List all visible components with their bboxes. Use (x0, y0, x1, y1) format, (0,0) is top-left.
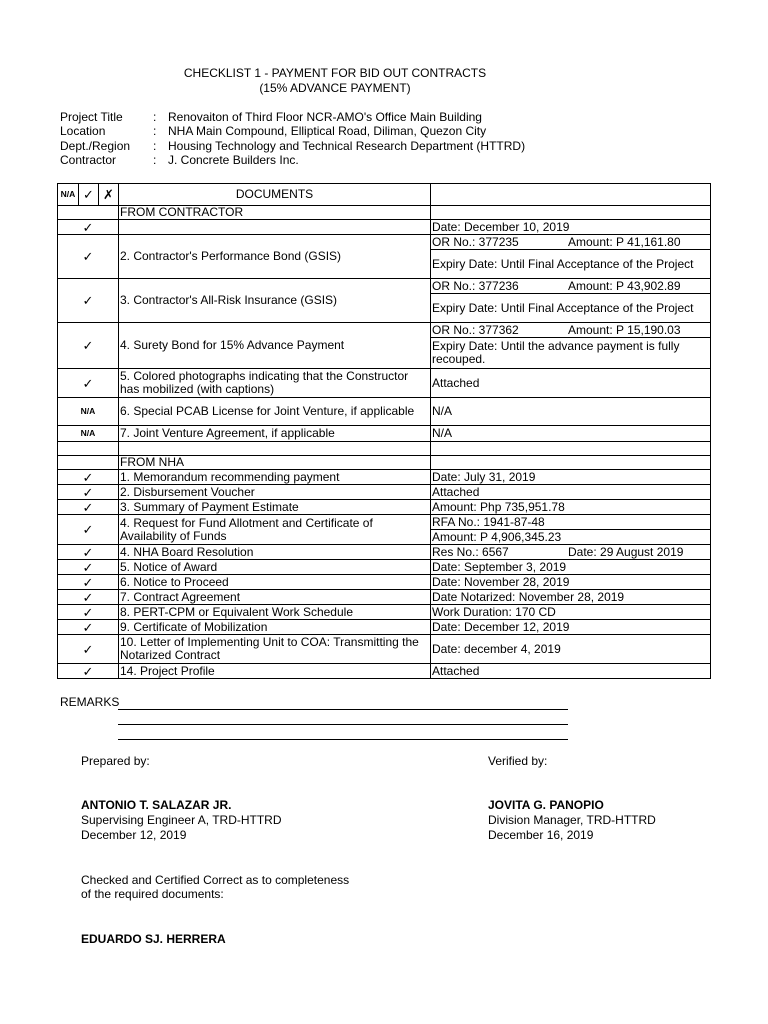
table-row (58, 605, 711, 620)
check-mark: ✓ (58, 235, 119, 279)
page-subtitle: (15% ADVANCE PAYMENT) (259, 81, 411, 95)
document-cell: 5. Colored photographs indicating that the Constructor has mobilized (with captions) (119, 369, 431, 398)
check-mark: ✓ (58, 635, 119, 664)
document-cell: 3. Contractor's All-Risk Insurance (GSIS) (119, 279, 431, 323)
table-row (58, 545, 711, 560)
table-row (58, 470, 711, 485)
verified-name: JOVITA G. PANOPIO (488, 798, 604, 812)
check-mark: ✓ (58, 470, 119, 485)
page-title: CHECKLIST 1 - PAYMENT FOR BID OUT CONTRACTS (183, 66, 487, 80)
remarks-line-3 (118, 739, 568, 740)
remark-cell: N/A (431, 398, 711, 426)
document-cell: 5. Notice of Award (119, 560, 431, 575)
remark-cell: Date: September 3, 2019 (431, 560, 711, 575)
resolution-number: Res No.: 6567 (432, 544, 509, 559)
check-mark: ✓ (58, 620, 119, 635)
table-row (58, 590, 711, 605)
remark-cell: Expiry Date: Until Final Acceptance of the Project (431, 250, 711, 279)
documents-column-header: DOCUMENTS (119, 184, 431, 206)
remark-cell: Attached (431, 369, 711, 398)
info-value: Renovaiton of Third Floor NCR-AMO's Office Main Building (168, 110, 482, 124)
remark-cell: Date: december 4, 2019 (431, 635, 711, 664)
remark-cell: Date: December 12, 2019 (431, 620, 711, 635)
check-mark: ✓ (58, 590, 119, 605)
check-mark: ✓ (58, 323, 119, 369)
remark-cell (431, 279, 711, 294)
table-row (58, 575, 711, 590)
check-mark: ✓ (58, 664, 119, 679)
document-cell: 8. PERT-CPM or Equivalent Work Schedule (119, 605, 431, 620)
remarks-column-header (431, 184, 711, 206)
verified-by-label: Verified by: (488, 754, 548, 768)
check-mark: ✓ (58, 515, 119, 545)
info-label: Contractor (60, 153, 117, 167)
document-cell: 6. Notice to Proceed (119, 575, 431, 590)
info-colon: : (153, 139, 157, 153)
check-mark: ✓ (58, 485, 119, 500)
verified-title: Division Manager, TRD-HTTRD (488, 813, 656, 827)
remark-cell: Date Notarized: November 28, 2019 (431, 590, 711, 605)
document-cell: 9. Certificate of Mobilization (119, 620, 431, 635)
table-row (58, 515, 711, 530)
amount: Amount: P 43,902.89 (568, 278, 681, 293)
remark-cell: Expiry Date: Until Final Acceptance of the Project (431, 294, 711, 323)
na-mark: N/A (58, 398, 119, 426)
checked-name: EDUARDO SJ. HERRERA (81, 932, 226, 946)
check-mark: ✓ (58, 575, 119, 590)
check-mark: ✓ (58, 545, 119, 560)
verified-date: December 16, 2019 (488, 828, 594, 842)
remark-cell: Attached (431, 485, 711, 500)
remark-cell (431, 323, 711, 338)
or-number: OR No.: 377362 (432, 322, 519, 337)
check-mark: ✓ (58, 500, 119, 515)
document-cell: 3. Summary of Payment Estimate (119, 500, 431, 515)
amount: Amount: P 15,190.03 (568, 322, 681, 337)
prepared-title: Supervising Engineer A, TRD-HTTRD (81, 813, 282, 827)
table-row (58, 664, 711, 679)
table-row (58, 220, 711, 235)
info-colon: : (153, 153, 157, 167)
check-column-header: ✓ (79, 184, 99, 206)
table-header-row (58, 184, 711, 206)
document-cell: 4. NHA Board Resolution (119, 545, 431, 560)
remark-cell: Work Duration: 170 CD (431, 605, 711, 620)
remarks-line-2 (118, 724, 568, 725)
resolution-date: Date: 29 August 2019 (568, 544, 684, 559)
info-colon: : (153, 110, 157, 124)
section-row-contractor (58, 206, 711, 220)
checked-statement-line-2: of the required documents: (81, 887, 224, 901)
document-cell: 2. Disbursement Voucher (119, 485, 431, 500)
table-row (58, 560, 711, 575)
check-mark: ✓ (58, 560, 119, 575)
na-mark: N/A (58, 426, 119, 442)
document-cell: 7. Joint Venture Agreement, if applicable (119, 426, 431, 442)
document-cell: 1. Memorandum recommending payment (119, 470, 431, 485)
table-row (58, 279, 711, 294)
table-row (58, 398, 711, 426)
checklist-table (57, 183, 711, 679)
section-label: FROM NHA (119, 456, 431, 470)
blank-row (58, 442, 711, 456)
remark-cell: RFA No.: 1941-87-48 (431, 515, 711, 530)
prepared-by-label: Prepared by: (81, 754, 150, 768)
table-row (58, 323, 711, 338)
prepared-name: ANTONIO T. SALAZAR JR. (81, 798, 232, 812)
document-cell: 4. Request for Fund Allotment and Certificate of Availability of Funds (119, 515, 431, 545)
section-row-nha (58, 456, 711, 470)
check-mark: ✓ (58, 220, 119, 235)
table-row (58, 485, 711, 500)
check-mark: ✓ (58, 279, 119, 323)
remark-cell: Date: December 10, 2019 (431, 220, 711, 235)
info-label: Project Title (60, 110, 123, 124)
x-column-header: ✗ (99, 184, 119, 206)
section-label: FROM CONTRACTOR (119, 206, 431, 220)
remark-cell: N/A (431, 426, 711, 442)
table-row (58, 500, 711, 515)
table-row (58, 620, 711, 635)
amount: Amount: P 41,161.80 (568, 234, 681, 249)
or-number: OR No.: 377235 (432, 234, 519, 249)
check-mark: ✓ (58, 605, 119, 620)
document-cell: 10. Letter of Implementing Unit to COA: Transmitting the Notarized Contract (119, 635, 431, 664)
table-row (58, 369, 711, 398)
checked-statement-line-1: Checked and Certified Correct as to completeness (81, 873, 350, 887)
document-cell: 14. Project Profile (119, 664, 431, 679)
info-label: Dept./Region (60, 139, 131, 153)
prepared-date: December 12, 2019 (81, 828, 187, 842)
table-row (58, 235, 711, 250)
info-label: Location (60, 124, 106, 138)
table-row (58, 635, 711, 664)
document-cell: 7. Contract Agreement (119, 590, 431, 605)
document-cell: 2. Contractor's Performance Bond (GSIS) (119, 235, 431, 279)
na-column-header: N/A (58, 184, 79, 206)
remark-cell: Date: November 28, 2019 (431, 575, 711, 590)
remark-cell: Date: July 31, 2019 (431, 470, 711, 485)
remark-cell: Amount: Php 735,951.78 (431, 500, 711, 515)
remark-cell (431, 235, 711, 250)
remark-cell: Expiry Date: Until the advance payment is fully recouped. (431, 338, 711, 369)
info-value: NHA Main Compound, Elliptical Road, Diliman, Quezon City (168, 124, 487, 138)
remark-cell (431, 545, 711, 560)
or-number: OR No.: 377236 (432, 278, 519, 293)
info-colon: : (153, 124, 157, 138)
document-cell: 6. Special PCAB License for Joint Venture, if applicable (119, 398, 431, 426)
remarks-label: REMARKS (60, 695, 120, 709)
info-value: Housing Technology and Technical Research Department (HTTRD) (168, 139, 526, 153)
info-value: J. Concrete Builders Inc. (168, 153, 299, 167)
remarks-line-1 (118, 709, 568, 710)
remark-cell: Amount: P 4,906,345.23 (431, 530, 711, 545)
table-row (58, 426, 711, 442)
remark-cell: Attached (431, 664, 711, 679)
check-mark: ✓ (58, 369, 119, 398)
document-cell: 4. Surety Bond for 15% Advance Payment (119, 323, 431, 369)
